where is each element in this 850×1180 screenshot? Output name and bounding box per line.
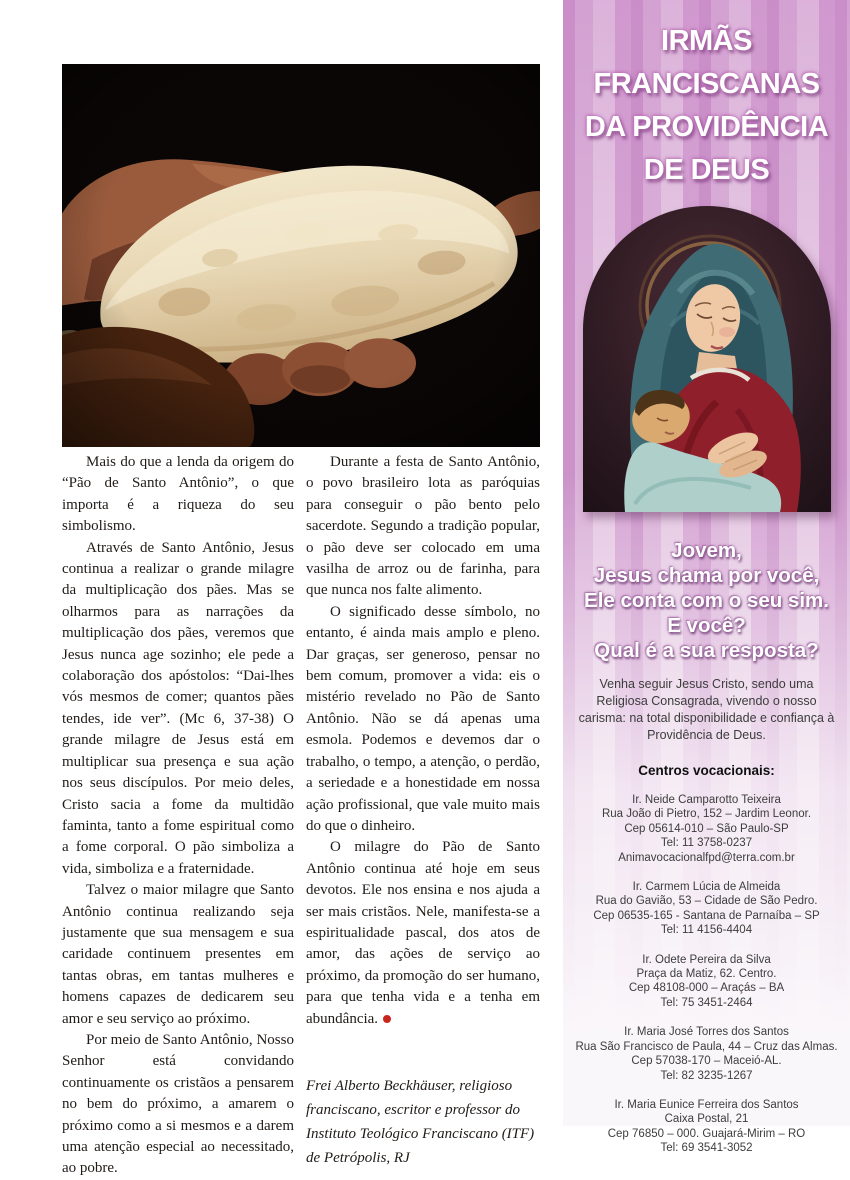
madonna-illustration (583, 206, 831, 512)
vocational-center (563, 953, 850, 1011)
call-line: Ele conta com o seu sim. (584, 589, 829, 612)
center-line: Rua João di Pietro, 152 – Jardim Leonor. (601, 808, 812, 821)
title-line: DA PROVIDÊNCIA (584, 111, 829, 143)
vocational-center (563, 1098, 850, 1156)
center-line: Praça da Matiz, 62. Centro. (636, 968, 777, 981)
center-line: Cep 05614-010 – São Paulo-SP (624, 822, 789, 835)
author-credit: Frei Alberto Beckhäuser, religioso franciscano, escritor e professor do Instituto Teológico Franciscano (ITF) de Petrópolis, RJ (306, 1077, 535, 1166)
center-line: Tel: 69 3541-3052 (660, 1142, 753, 1155)
center-line: Ir. Maria Eunice Ferreira dos Santos (614, 1098, 799, 1111)
article-column-1 (62, 452, 294, 1180)
center-line: Cep 76850 – 000. Guajará-Mirim – RO (607, 1127, 806, 1140)
call-line: E você? (667, 614, 746, 637)
bread-photo-illustration (62, 64, 540, 447)
center-line: Ir. Maria José Torres dos Santos (624, 1026, 789, 1039)
vocational-center (563, 1025, 850, 1083)
congregation-title (563, 0, 850, 192)
center-line: Rua do Gavião, 53 – Cidade de São Pedro. (595, 895, 818, 908)
call-line: Qual é a sua resposta? (594, 639, 819, 662)
paragraph: O significado desse símbolo, no entanto, é ainda mais amplo e pleno. Dar graças, ser generoso, pensar no bem comum, promover a vida: eis o mistério revelado no Pão de Santo Antônio. Não se dá apenas uma esmola. Podemos e devemos dar o trabalho, o tempo, a atenção, o perdão, a seriedade e a honestidade em nossa ação profissional, que vale muito mais do que o dinheiro. (306, 603, 540, 834)
vocational-ad-sidebar (563, 0, 850, 1155)
center-line: Cep 48108-000 – Araçás – BA (628, 982, 785, 995)
center-line: Rua São Francisco de Paula, 44 – Cruz das Almas. (575, 1040, 838, 1053)
center-line: Ir. Odete Pereira da Silva (642, 953, 771, 966)
title-line: DE DEUS (643, 154, 770, 186)
end-of-article-bullet-icon (383, 1015, 391, 1023)
call-line: Jovem, (671, 539, 742, 562)
paragraph-text: O milagre do Pão de Santo Antônio continua até hoje em seus devotos. Ele nos ensina e nos ajuda a ser mais cristãos. Nele, manifesta-se a espiritualidade pascal, dos atos de amor, das ações de serviço ao próximo, da promoção do ser humano, para que tenha vida e a tenha em abundância. (306, 839, 540, 1027)
center-line: Cep 06535-165 - Santana de Parnaíba – SP (593, 909, 820, 922)
paragraph: Mais do que a lenda da origem do “Pão de Santo Antônio”, o que importa é a riqueza do seu simbolismo. (62, 454, 294, 535)
centers-heading: Centros vocacionais: (638, 763, 775, 778)
invitation-text: Venha seguir Jesus Cristo, sendo uma Religiosa Consagrada, vivendo o nosso carisma: na total disponibilidade e confiança à Providência de Deus. (578, 677, 835, 742)
center-line: Ir. Carmem Lúcia de Almeida (632, 881, 781, 894)
paragraph: Talvez o maior milagre que Santo Antônio continua realizando seja justamente que sua mensagem e sua caridade continuem presentes em tantas obras, em tantas mulheres e homens capazes de dedicarem seu amor e seu serviço ao próximo. (62, 882, 294, 1027)
center-email: Animavocacionalfpd@terra.com.br (618, 851, 795, 864)
center-line: Tel: 75 3451-2464 (660, 996, 753, 1009)
vocational-center (563, 880, 850, 938)
paragraph: Por meio de Santo Antônio, Nosso Senhor está convidando continuamente os cristãos a pensarem no bem do próximo, a amarem o próximo como a si mesmos e a darem uma atenção especial ao necessitado, ao pobre. (62, 1031, 294, 1177)
call-line: Jesus chama por você, (593, 564, 820, 587)
center-line: Caixa Postal, 21 (664, 1113, 749, 1126)
paragraph: Durante a festa de Santo Antônio, o povo brasileiro lota as paróquias para conseguir o pão bento pelo sacerdote. Segundo a tradição popular, o pão deve ser colocado em uma vasilha de arroz ou de farinha, para que nunca nos falte alimento. (306, 454, 540, 599)
paragraph: Através de Santo Antônio, Jesus continua a realizar o grande milagre da multiplicação dos pães. Mas se olharmos para as narrações da multiplicação dos pães, veremos que Jesus nunca age sozinho; ele pede a colaboração dos apóstolos: “Dai-lhes vós mesmos de comer; quantos pães tendes, ide ver”. (Mc 6, 37-38) O grande milagre de Jesus está em multiplicar sua presença e sua ação nos seus discípulos. Por meio deles, Cristo sacia a fome da multidão faminta, tanto a fome espiritual como a fome corporal. O pão simboliza a vida, simboliza e a fraternidade. (62, 539, 294, 877)
vocational-center (563, 793, 850, 865)
title-line: IRMÃS (661, 25, 752, 57)
center-line: Tel: 82 3235-1267 (660, 1069, 753, 1082)
paragraph (306, 837, 540, 1030)
center-line: Cep 57038-170 – Maceió-AL. (631, 1055, 782, 1068)
vocational-call-text (563, 538, 850, 663)
bread-photo (62, 64, 540, 447)
center-line: Tel: 11 3758-0237 (660, 837, 753, 850)
title-line: FRANCISCANAS (593, 68, 820, 100)
center-line: Ir. Neide Camparotto Teixeira (632, 794, 781, 806)
article-column-2 (306, 452, 540, 1170)
center-line: Tel: 11 4156-4404 (660, 924, 753, 937)
madonna-and-child-image (583, 206, 831, 512)
